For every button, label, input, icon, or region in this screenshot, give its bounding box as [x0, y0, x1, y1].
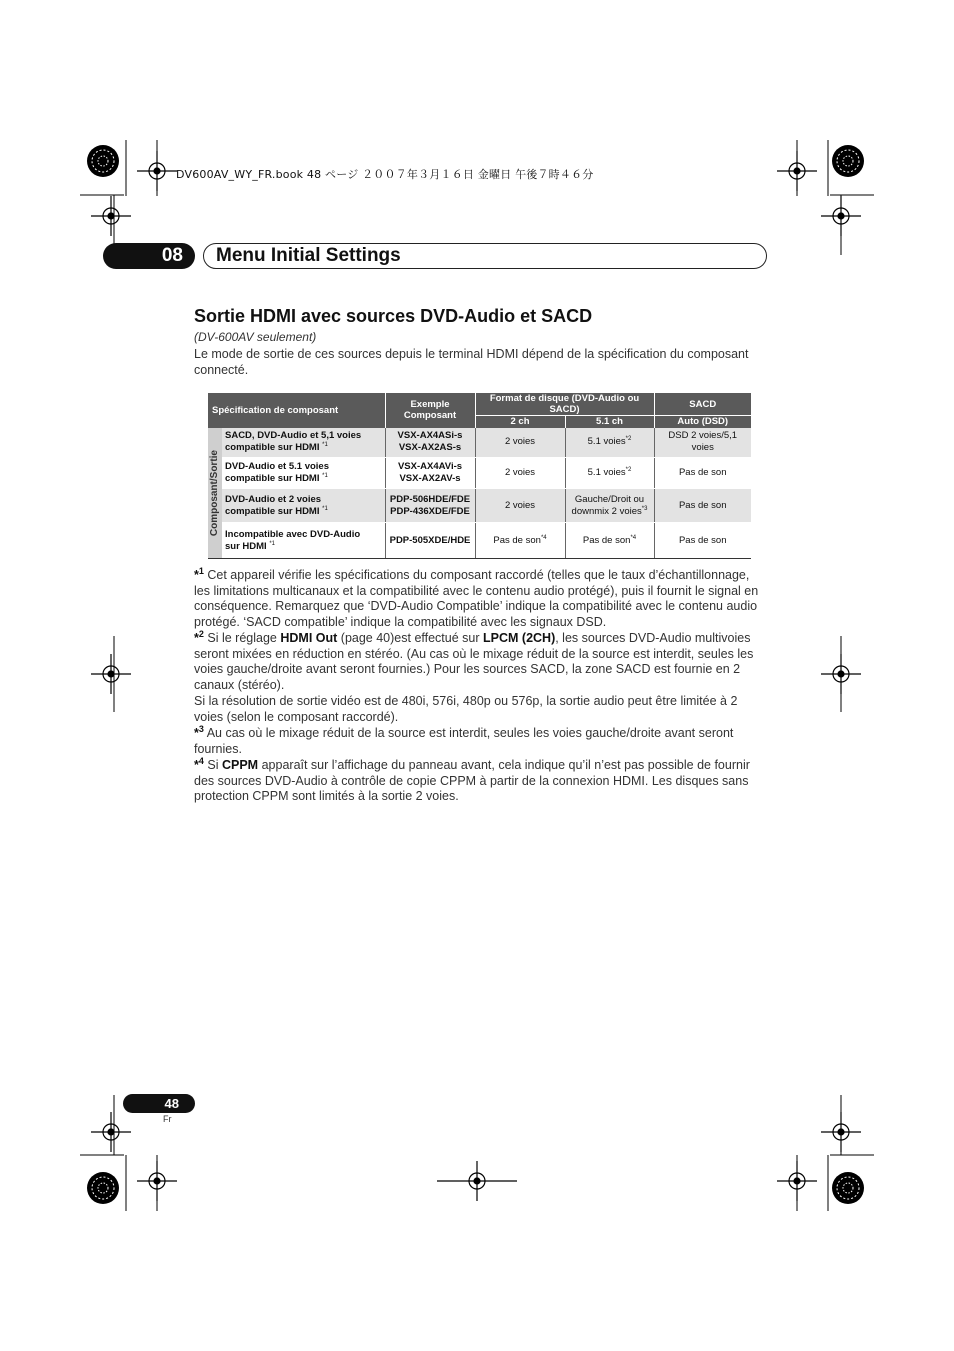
footnote: *$^1$ Cet appareil vérifie les spécifications du composant raccordé (telles que le taux d’échantillonnage, les limitations multicanaux et la compatibilité avec le contenu audio protégé), puis il fournit le signal en conséquence. Remarquez que ‘DVD-Audio Compatible’ indique la compatibilité avec le contenu audio protégé. ‘SACD compatible’ indique la compatibilité avec les signaux DSD.: [194, 565, 759, 629]
table-row: [208, 458, 751, 489]
spec-cell: DVD-Audio et 5.1 voies compatible sur HDMI $^{*1}$: [222, 458, 385, 489]
example-cell: PDP-506HDE/FDE PDP-436XDE/FDE: [385, 489, 475, 523]
footnote: *$^3$ Au cas où le mixage réduit de la source est interdit, seules les voies gauche/droite avant seront fournies.: [194, 723, 734, 756]
footnote: *$^4$ Si CPPM apparaît sur l’affichage du panneau avant, cela indique qu’il n’est pas possible de fournir des sources DVD-Audio à contrôle de copie CPPM à partir de la connexion HDMI. Les disques sans protection CPPM sont limités à la sortie 2 voies.: [194, 755, 750, 803]
sacd-cell: Pas de son: [654, 458, 751, 489]
footnote-mark: *$^1$: [194, 565, 204, 582]
table-row: [208, 428, 751, 458]
spec-cell: SACD, DVD-Audio et 5,1 voies compatible sur HDMI $^{*1}$: [222, 428, 385, 458]
header-spec: Spécification de composant: [208, 393, 385, 428]
print-header: DV600AV_WY_FR.book 48 ページ ２００７年３月１６日 金曜日 午後７時４６分: [176, 168, 594, 181]
footnote: *$^2$ Si le réglage HDMI Out (page 40)est effectué sur LPCM (2CH), les sources DVD-Audio multivoies seront mixées en réduction en stéréo. (Au cas où le mixage réduit de la source est interdit, seules les voies gauche/droite avant seront fournies.) Pour les sources SACD, la zone SACD est fournie en 2 canaux (stéréo).: [194, 628, 754, 692]
language-code: Fr: [163, 1114, 172, 1124]
footnote-extra: Si la résolution de sortie vidéo est de 480i, 576i, 480p ou 576p, la sortie audio peut être limitée à 2 voies (selon le composant raccordé).: [194, 694, 738, 724]
chapter-title: Menu Initial Settings: [203, 243, 767, 269]
header-example: Exemple Composant: [385, 393, 475, 428]
hdmi-output-table: [208, 393, 751, 559]
example-cell: VSX-AX4ASi-s VSX-AX2AS-s: [385, 428, 475, 458]
ch51-cell: Pas de son$^{*4}$: [565, 523, 654, 559]
spec-cell: Incompatible avec DVD-Audio sur HDMI $^{*1}$: [222, 523, 385, 559]
header-2ch: 2 ch: [475, 416, 565, 428]
sacd-cell: DSD 2 voies/5,1 voies: [654, 428, 751, 458]
header-51ch: 5.1 ch: [565, 416, 654, 428]
table-header-row: [208, 393, 751, 416]
ch2-cell: Pas de son$^{*4}$: [475, 523, 565, 559]
ch51-cell: Gauche/Droit ou downmix 2 voies$^{*3}$: [565, 489, 654, 523]
footnote-mark: *$^3$: [194, 723, 204, 740]
footnote-mark: *$^2$: [194, 628, 204, 645]
section-intro: Le mode de sortie de ces sources depuis le terminal HDMI dépend de la spécification du composant connecté.: [194, 347, 749, 377]
table-row: [208, 523, 751, 559]
chapter-number: 08: [103, 243, 195, 269]
spec-cell: DVD-Audio et 2 voies compatible sur HDMI $^{*1}$: [222, 489, 385, 523]
ch51-cell: 5.1 voies$^{*2}$: [565, 428, 654, 458]
header-sacd: SACD: [654, 393, 751, 416]
example-cell: PDP-505XDE/HDE: [385, 523, 475, 559]
ch2-cell: 2 voies: [475, 489, 565, 523]
header-format: Format de disque (DVD-Audio ou SACD): [475, 393, 654, 416]
table-row: [208, 489, 751, 523]
ch2-cell: 2 voies: [475, 458, 565, 489]
footnotes: [194, 565, 766, 806]
sacd-cell: Pas de son: [654, 523, 751, 559]
footnote-mark: *$^4$: [194, 755, 204, 772]
section-subtitle: (DV-600AV seulement): [194, 330, 317, 344]
header-sacd-auto: Auto (DSD): [654, 416, 751, 428]
ch51-cell: 5.1 voies$^{*2}$: [565, 458, 654, 489]
section-title: Sortie HDMI avec sources DVD-Audio et SACD: [194, 306, 593, 326]
side-label: Composant/Sortie: [208, 428, 222, 559]
example-cell: VSX-AX4AVi-s VSX-AX2AV-s: [385, 458, 475, 489]
ch2-cell: 2 voies: [475, 428, 565, 458]
page-number: 48: [123, 1094, 195, 1113]
sacd-cell: Pas de son: [654, 489, 751, 523]
